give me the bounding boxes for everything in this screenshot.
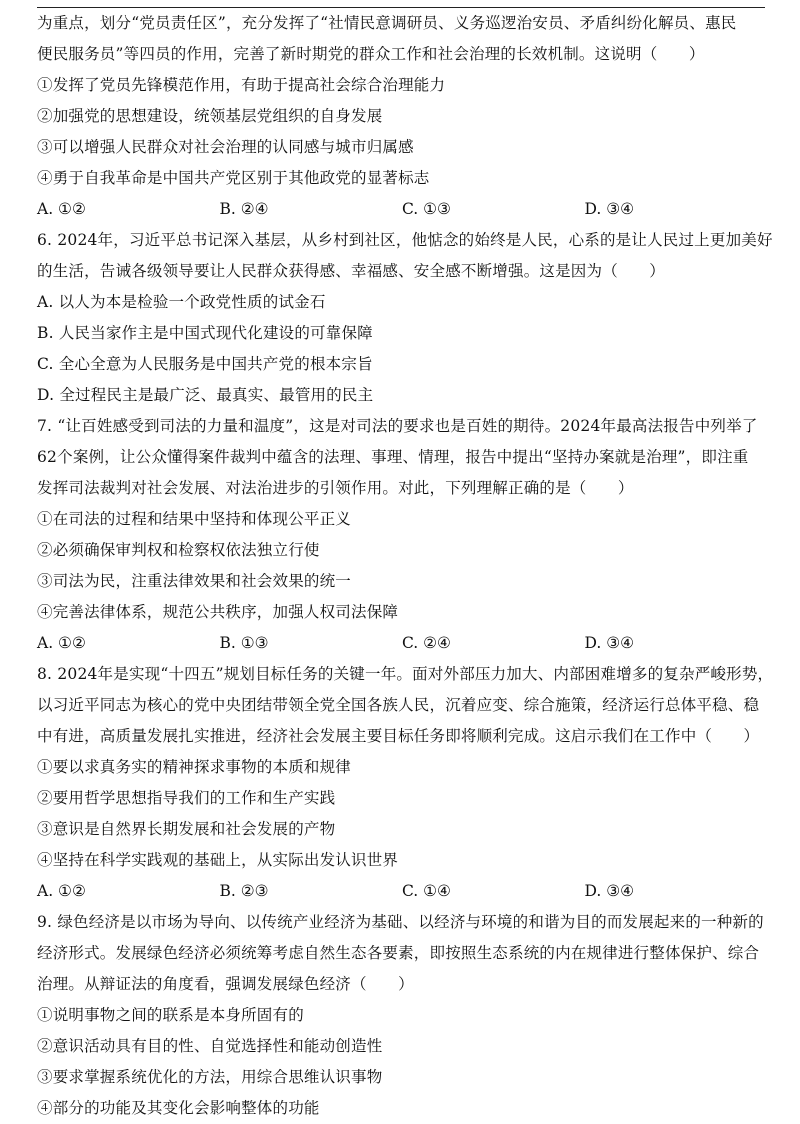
statement-1: ①在司法的过程和结果中坚持和体现公平正义 (37, 510, 352, 528)
statement-4: ④坚持在科学实践观的基础上，从实际出发认识世界 (37, 851, 399, 869)
question-8-stem-line: 中有进，高质量发展扎实推进，经济社会发展主要目标任务即将顺利完成。这启示我们在工作中（ ） (37, 727, 760, 745)
option-d: D. ③④ (584, 200, 635, 218)
question-9-stem-line: 治理。从辩证法的角度看，强调发展绿色经济（ ） (37, 975, 414, 993)
option-c: C. ①③ (402, 200, 451, 218)
statement-1: ①要以求真务实的精神探求事物的本质和规律 (37, 758, 352, 776)
option-b: B. ②④ (219, 200, 269, 218)
question-8-stem-line: 以习近平同志为核心的党中央团结带领全党全国各族人民，沉着应变、综合施策，经济运行总体平稳、稳 (37, 696, 760, 714)
question-5-continued (37, 8, 767, 225)
question-7-stem-line: 发挥司法裁判对社会发展、对法治进步的引领作用。对此，下列理解正确的是（ ） (37, 479, 634, 497)
question-6 (37, 225, 773, 411)
statement-4: ④部分的功能及其变化会影响整体的功能 (37, 1099, 320, 1117)
option-d: D. ③④ (584, 882, 635, 900)
option-a: A. ①② (37, 634, 86, 652)
exam-page (37, 8, 774, 1124)
statement-3: ③司法为民，注重法律效果和社会效果的统一 (37, 572, 352, 590)
option-c: C. 全心全意为人民服务是中国共产党的根本宗旨 (37, 355, 373, 373)
statement-2: ②要用哲学思想指导我们的工作和生产实践 (37, 789, 336, 807)
answer-options (37, 628, 767, 659)
question-9 (37, 907, 767, 1124)
option-c: C. ①④ (402, 882, 451, 900)
option-b: B. ①③ (219, 634, 269, 652)
question-6-stem-line: 的生活，告诫各级领导要让人民群众获得感、幸福感、安全感不断增强。这是因为（ ） (37, 262, 666, 280)
question-7-stem-line: 7. “让百姓感受到司法的力量和温度”，这是对司法的要求也是百姓的期待。2024年最高法报告中列举了 (37, 417, 758, 435)
question-5-stem-line: 为重点，划分“党员责任区”，充分发挥了“社情民意调研员、义务巡逻治安员、矛盾纠纷化解员、惠民 (37, 14, 737, 32)
option-b: B. 人民当家作主是中国式现代化建设的可靠保障 (37, 324, 373, 342)
question-5-stem-line: 便民服务员”等四员的作用，完善了新时期党的群众工作和社会治理的长效机制。这说明（ ） (37, 45, 705, 63)
statement-2: ②必须确保审判权和检察权依法独立行使 (37, 541, 320, 559)
question-8-stem-line: 8. 2024年是实现“十四五”规划目标任务的关键一年。面对外部压力加大、内部困难增多的复杂严峻形势， (37, 665, 774, 683)
answer-options (37, 194, 767, 225)
question-7 (37, 411, 767, 659)
statement-2: ②加强党的思想建设，统领基层党组织的自身发展 (37, 107, 383, 125)
option-a: A. ①② (37, 882, 86, 900)
question-6-stem-line: 6. 2024年，习近平总书记深入基层，从乡村到社区，他惦念的始终是人民，心系的是让人民过上更加美好 (37, 231, 773, 249)
answer-options (37, 876, 767, 907)
statement-4: ④完善法律体系，规范公共秩序，加强人权司法保障 (37, 603, 399, 621)
statement-3: ③要求掌握系统优化的方法，用综合思维认识事物 (37, 1068, 383, 1086)
option-d: D. 全过程民主是最广泛、最真实、最管用的民主 (37, 386, 374, 404)
question-9-stem-line: 经济形式。发展绿色经济必须统筹考虑自然生态各要素，即按照生态系统的内在规律进行整体保护、综合 (37, 944, 760, 962)
question-7-stem-line: 62个案例，让公众懂得案件裁判中蕴含的法理、事理、情理，报告中提出“坚持办案就是治理”，即注重 (37, 448, 749, 466)
option-d: D. ③④ (584, 634, 635, 652)
statement-3: ③可以增强人民群众对社会治理的认同感与城市归属感 (37, 138, 414, 156)
option-b: B. ②③ (219, 882, 269, 900)
statement-1: ①说明事物之间的联系是本身所固有的 (37, 1006, 304, 1024)
statement-3: ③意识是自然界长期发展和社会发展的产物 (37, 820, 336, 838)
question-8 (37, 659, 774, 907)
statement-2: ②意识活动具有目的性、自觉选择性和能动创造性 (37, 1037, 383, 1055)
option-a: A. 以人为本是检验一个政党性质的试金石 (37, 293, 326, 311)
question-9-stem-line: 9. 绿色经济是以市场为导向、以传统产业经济为基础、以经济与环境的和谐为目的而发展起来的一种新的 (37, 913, 764, 931)
option-c: C. ②④ (402, 634, 451, 652)
option-a: A. ①② (37, 200, 86, 218)
statement-4: ④勇于自我革命是中国共产党区别于其他政党的显著标志 (37, 169, 430, 187)
statement-1: ①发挥了党员先锋模范作用，有助于提高社会综合治理能力 (37, 76, 446, 94)
